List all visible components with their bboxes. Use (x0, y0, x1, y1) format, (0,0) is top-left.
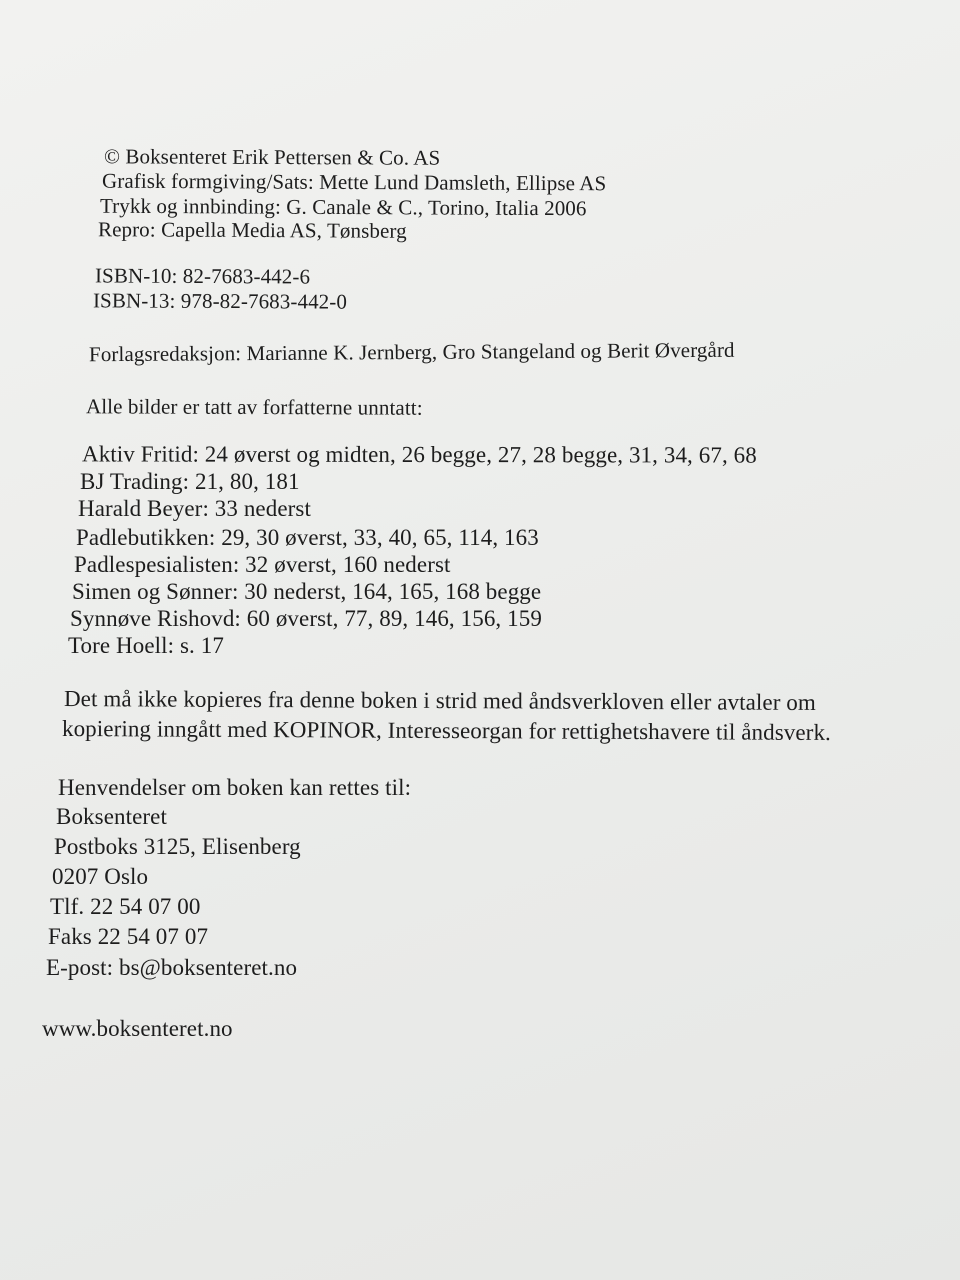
editorial-line: Forlagsredaksjon: Marianne K. Jernberg, Gro Stangeland og Berit Øvergård (88, 337, 735, 367)
credit-line: Padlespesialisten: 32 øverst, 160 nederst (74, 552, 451, 577)
design-line: Grafisk formgiving/Sats: Mette Lund Damsleth, Ellipse AS (101, 168, 607, 196)
contact-city: 0207 Oslo (52, 864, 149, 889)
contact-intro: Henvendelser om boken kan rettes til: (58, 775, 412, 800)
copy-notice-line1: Det må ikke kopieres fra denne boken i strid med åndsverkloven eller avtaler om (63, 686, 817, 715)
contact-name: Boksenteret (56, 804, 167, 829)
copyright-line: © Boksenteret Erik Pettersen & Co. AS (103, 144, 441, 170)
credit-line: Aktiv Fritid: 24 øverst og midten, 26 begge, 27, 28 begge, 31, 34, 67, 68 (81, 441, 757, 468)
repro-line: Repro: Capella Media AS, Tønsberg (97, 217, 407, 243)
contact-phone: Tlf. 22 54 07 00 (50, 894, 201, 919)
credit-line: Harald Beyer: 33 nederst (78, 496, 311, 521)
credit-line: BJ Trading: 21, 80, 181 (80, 469, 300, 494)
website-line: www.boksenteret.no (42, 1016, 233, 1041)
credit-line: Synnøve Rishovd: 60 øverst, 77, 89, 146, 156, 159 (70, 606, 542, 631)
contact-email: E-post: bs@boksenteret.no (46, 955, 298, 980)
photo-credits-intro: Alle bilder er tatt av forfatterne unntatt: (85, 394, 423, 420)
credit-line: Tore Hoell: s. 17 (68, 633, 224, 658)
copy-notice-line2: kopiering inngått med KOPINOR, Interesseorgan for rettighetshavere til åndsverk. (61, 715, 832, 746)
isbn10-line: ISBN-10: 82-7683-442-6 (94, 263, 311, 289)
isbn13-line: ISBN-13: 978-82-7683-442-0 (92, 288, 348, 314)
print-line: Trykk og innbinding: G. Canale & C., Torino, Italia 2006 (99, 193, 587, 221)
contact-fax: Faks 22 54 07 07 (48, 924, 209, 949)
credit-line: Padlebutikken: 29, 30 øverst, 33, 40, 65, 114, 163 (76, 525, 539, 550)
contact-address: Postboks 3125, Elisenberg (54, 834, 301, 859)
credit-line: Simen og Sønner: 30 nederst, 164, 165, 168 begge (72, 579, 542, 604)
